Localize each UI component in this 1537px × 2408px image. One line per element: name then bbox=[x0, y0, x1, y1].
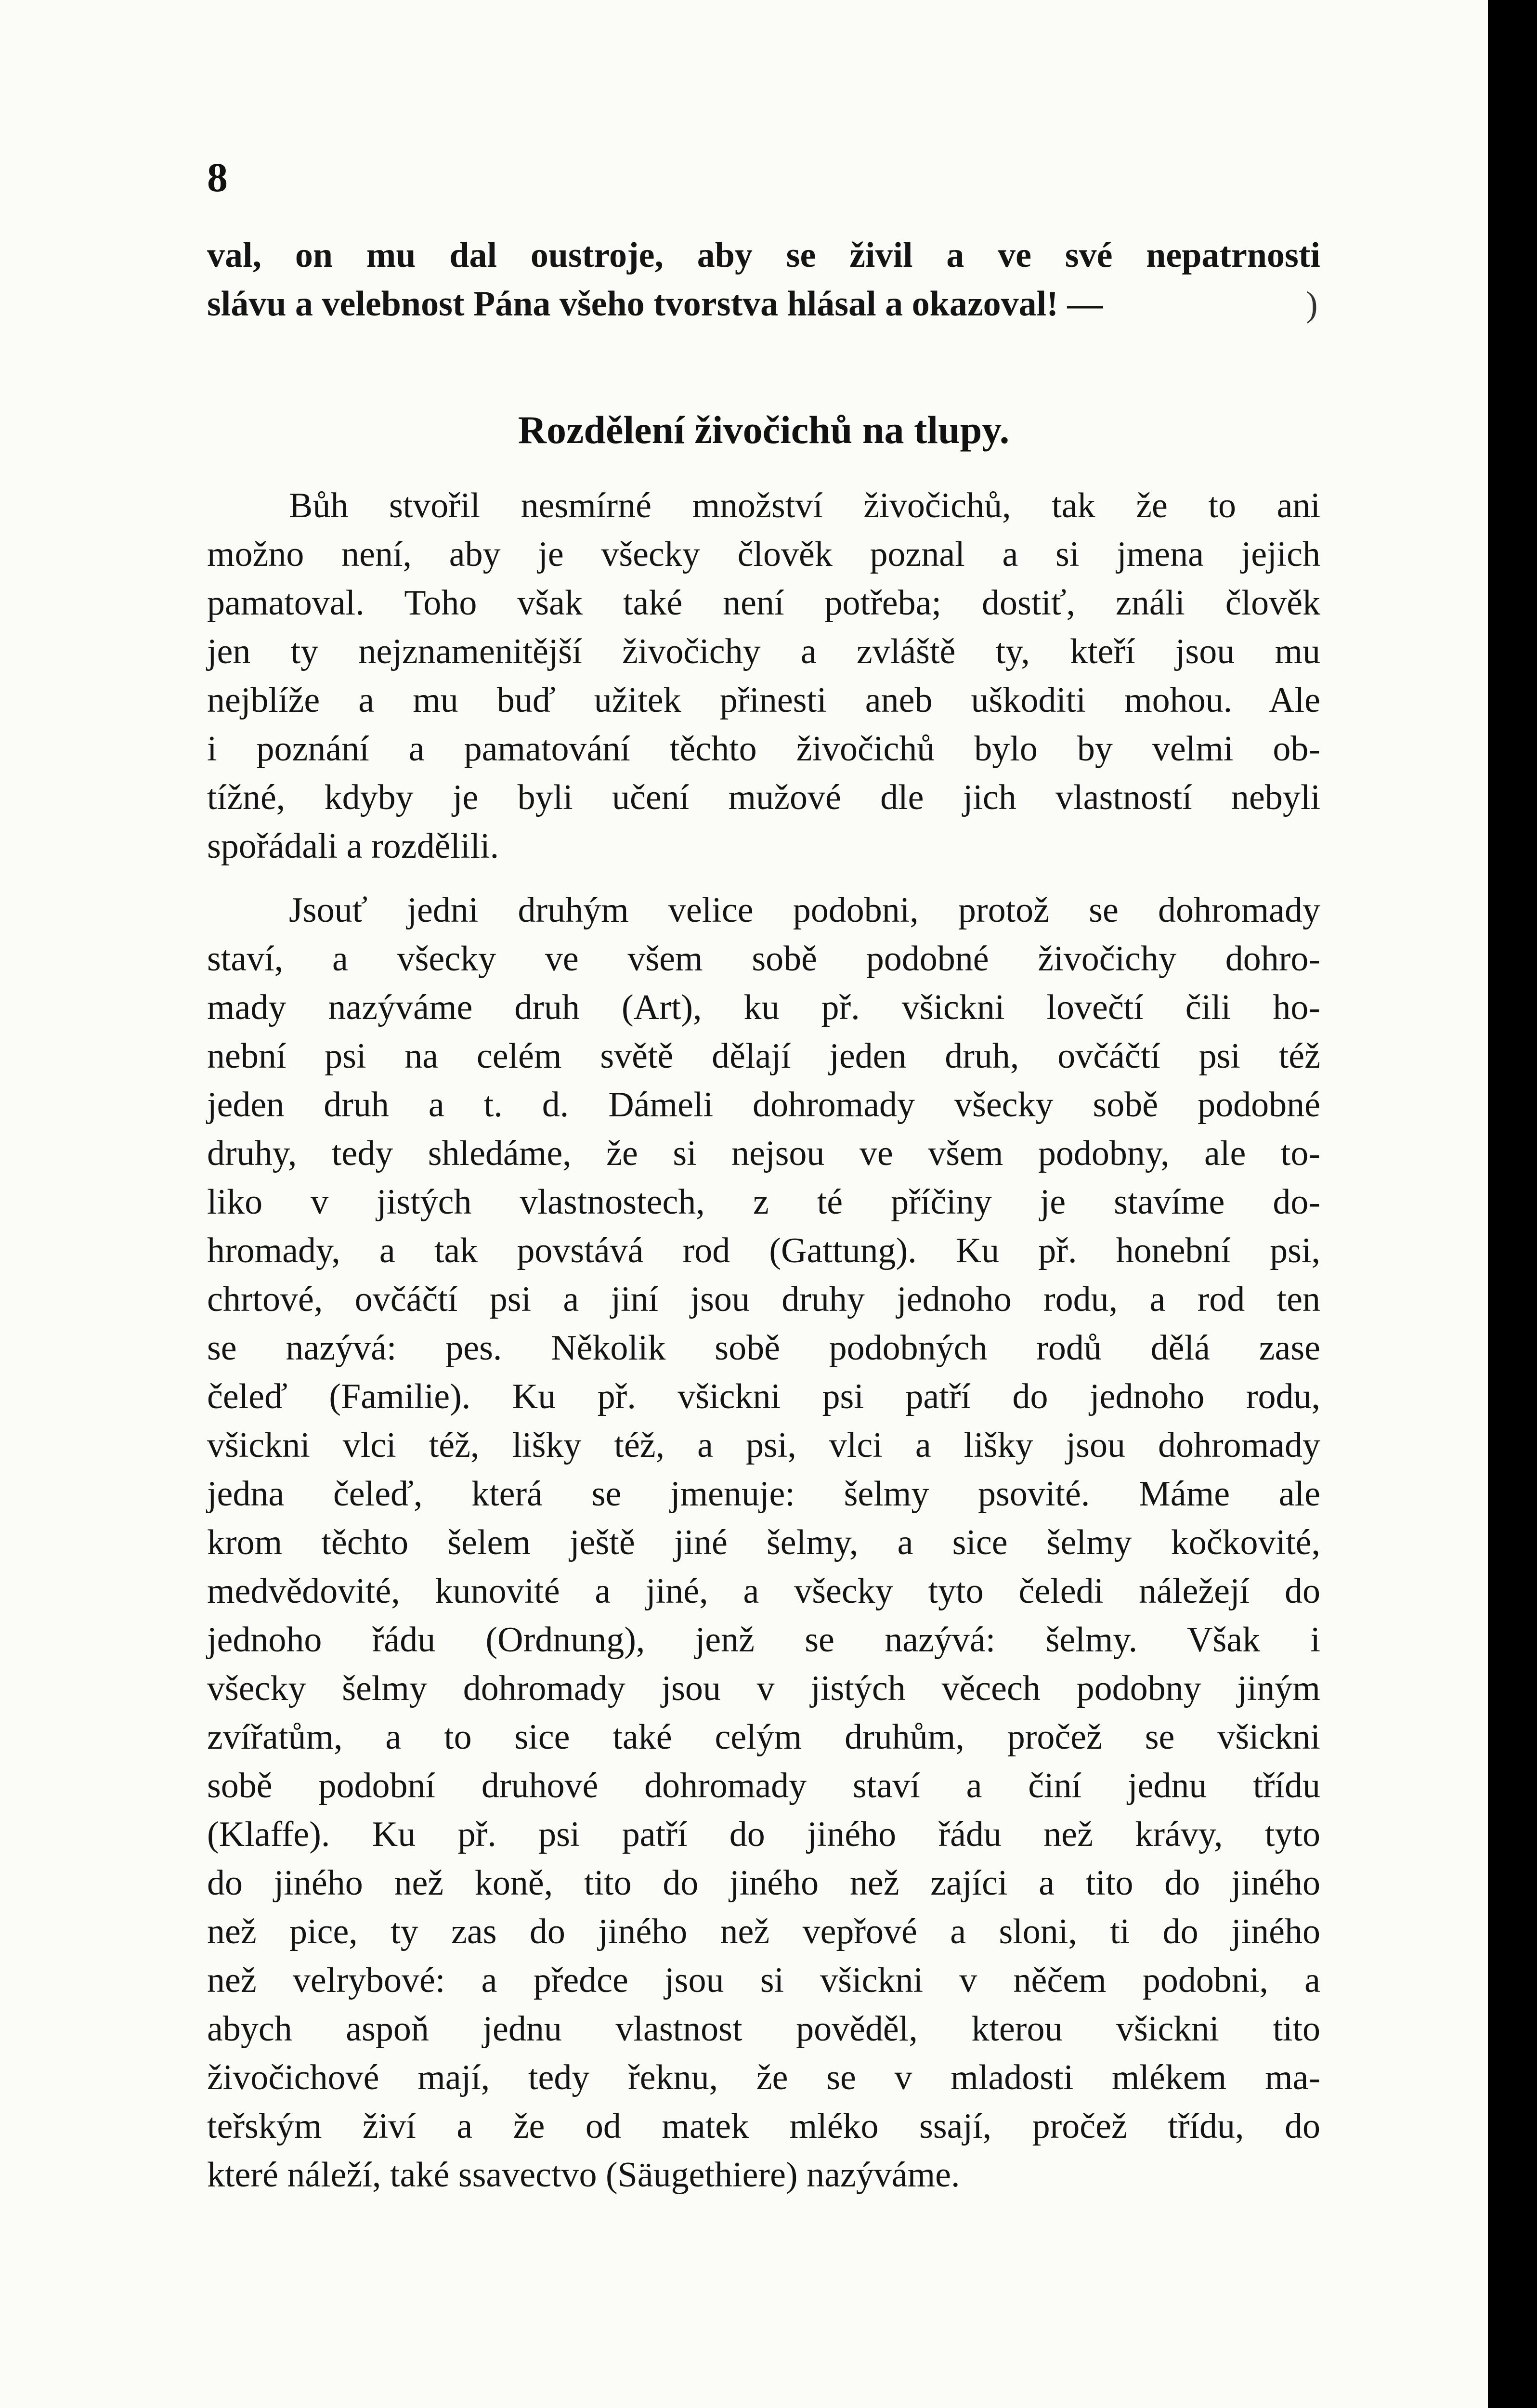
text-line: hromady, a tak povstává rod (Gattung). Ku př. honební psi, bbox=[207, 1231, 1320, 1270]
text-line: druhy, tedy shledáme, že si nejsou ve všem podobny, ale to- bbox=[207, 1134, 1320, 1173]
text-line: krom těchto šelem ještě jiné šelmy, a sice šelmy kočkovité, bbox=[207, 1523, 1320, 1562]
text-line: abych aspoň jednu vlastnost pověděl, kterou všickni tito bbox=[207, 2009, 1320, 2049]
text-line: nejblíže a mu buď užitek přinesti aneb uškoditi mohou. Ale bbox=[207, 681, 1320, 720]
text-line: chrtové, ovčáčtí psi a jiní jsou druhy jednoho rodu, a rod ten bbox=[207, 1280, 1320, 1319]
text-line: jednoho řádu (Ordnung), jenž se nazývá: šelmy. Však i bbox=[207, 1620, 1320, 1660]
text-line: i poznání a pamatování těchto živočichů bylo by velmi ob- bbox=[207, 729, 1320, 769]
text-line: nební psi na celém světě dělají jeden druh, ovčáčtí psi též bbox=[207, 1036, 1320, 1076]
page-number: 8 bbox=[207, 154, 228, 200]
text-line: se nazývá: pes. Několik sobě podobných rodů dělá zase bbox=[207, 1328, 1320, 1368]
text-line: val, on mu dal oustroje, aby se živil a ve své nepatrnosti bbox=[207, 236, 1320, 275]
text-line: než pice, ty zas do jiného než vepřové a sloni, ti do jiného bbox=[207, 1912, 1320, 1951]
text-line: jedna čeleď, která se jmenuje: šelmy psovité. Máme ale bbox=[207, 1474, 1320, 1514]
text-line: Jsouť jedni druhým velice podobni, protož se dohromady bbox=[289, 890, 1320, 930]
paragraph-two bbox=[207, 886, 1320, 2199]
text-line: sobě podobní druhové dohromady staví a činí jednu třídu bbox=[207, 1766, 1320, 1806]
text-line: medvědovité, kunovité a jiné, a všecky tyto čeledi náležejí do bbox=[207, 1571, 1320, 1611]
text-line: jen ty nejznamenitější živočichy a zvláště ty, kteří jsou mu bbox=[207, 632, 1320, 671]
text-line: spořádali a rozdělili. bbox=[207, 826, 499, 866]
text-line: teřským živí a že od matek mléko ssají, pročež třídu, do bbox=[207, 2107, 1320, 2146]
trailing-mark: ) bbox=[1306, 285, 1318, 324]
intro-paragraph bbox=[207, 231, 1320, 328]
text-line: které náleží, také ssavectvo (Säugethiere) nazýváme. bbox=[207, 2155, 960, 2195]
text-line: živočichové mají, tedy řeknu, že se v mladosti mlékem ma- bbox=[207, 2058, 1320, 2097]
text-line: slávu a velebnost Pána všeho tvorstva hlásal a okazoval! — bbox=[207, 284, 1103, 324]
text-line: (Klaffe). Ku př. psi patří do jiného řádu než krávy, tyto bbox=[207, 1815, 1320, 1854]
text-line: staví, a všecky ve všem sobě podobné živočichy dohro- bbox=[207, 939, 1320, 979]
text-line: do jiného než koně, tito do jiného než zajíci a tito do jiného bbox=[207, 1863, 1320, 1903]
text-line: všecky šelmy dohromady jsou v jistých věcech podobny jiným bbox=[207, 1669, 1320, 1708]
text-line: zvířatům, a to sice také celým druhům, pročež se všickni bbox=[207, 1717, 1320, 1757]
text-line: mady nazýváme druh (Art), ku př. všickni lovečtí čili ho- bbox=[207, 988, 1320, 1027]
text-line: Bůh stvořil nesmírné množství živočichů, tak že to ani bbox=[289, 486, 1320, 525]
text-line: tížné, kdyby je byli učení mužové dle jich vlastností nebyli bbox=[207, 778, 1320, 817]
paragraph-one bbox=[207, 482, 1320, 871]
text-line: všickni vlci též, lišky též, a psi, vlci a lišky jsou dohromady bbox=[207, 1426, 1320, 1465]
text-line: jeden druh a t. d. Dámeli dohromady všecky sobě podobné bbox=[207, 1085, 1320, 1125]
text-line: čeleď (Familie). Ku př. všickni psi patří do jednoho rodu, bbox=[207, 1377, 1320, 1416]
text-line: možno není, aby je všecky člověk poznal a si jmena jejich bbox=[207, 535, 1320, 574]
text-line: liko v jistých vlastnostech, z té příčiny je stavíme do- bbox=[207, 1182, 1320, 1222]
section-heading: Rozdělení živočichů na tlupy. bbox=[518, 408, 1010, 452]
text-line: než velrybové: a předce jsou si všickni v něčem podobni, a bbox=[207, 1961, 1320, 2000]
text-line: pamatoval. Toho však také není potřeba; dostiť, ználi člověk bbox=[207, 583, 1320, 623]
